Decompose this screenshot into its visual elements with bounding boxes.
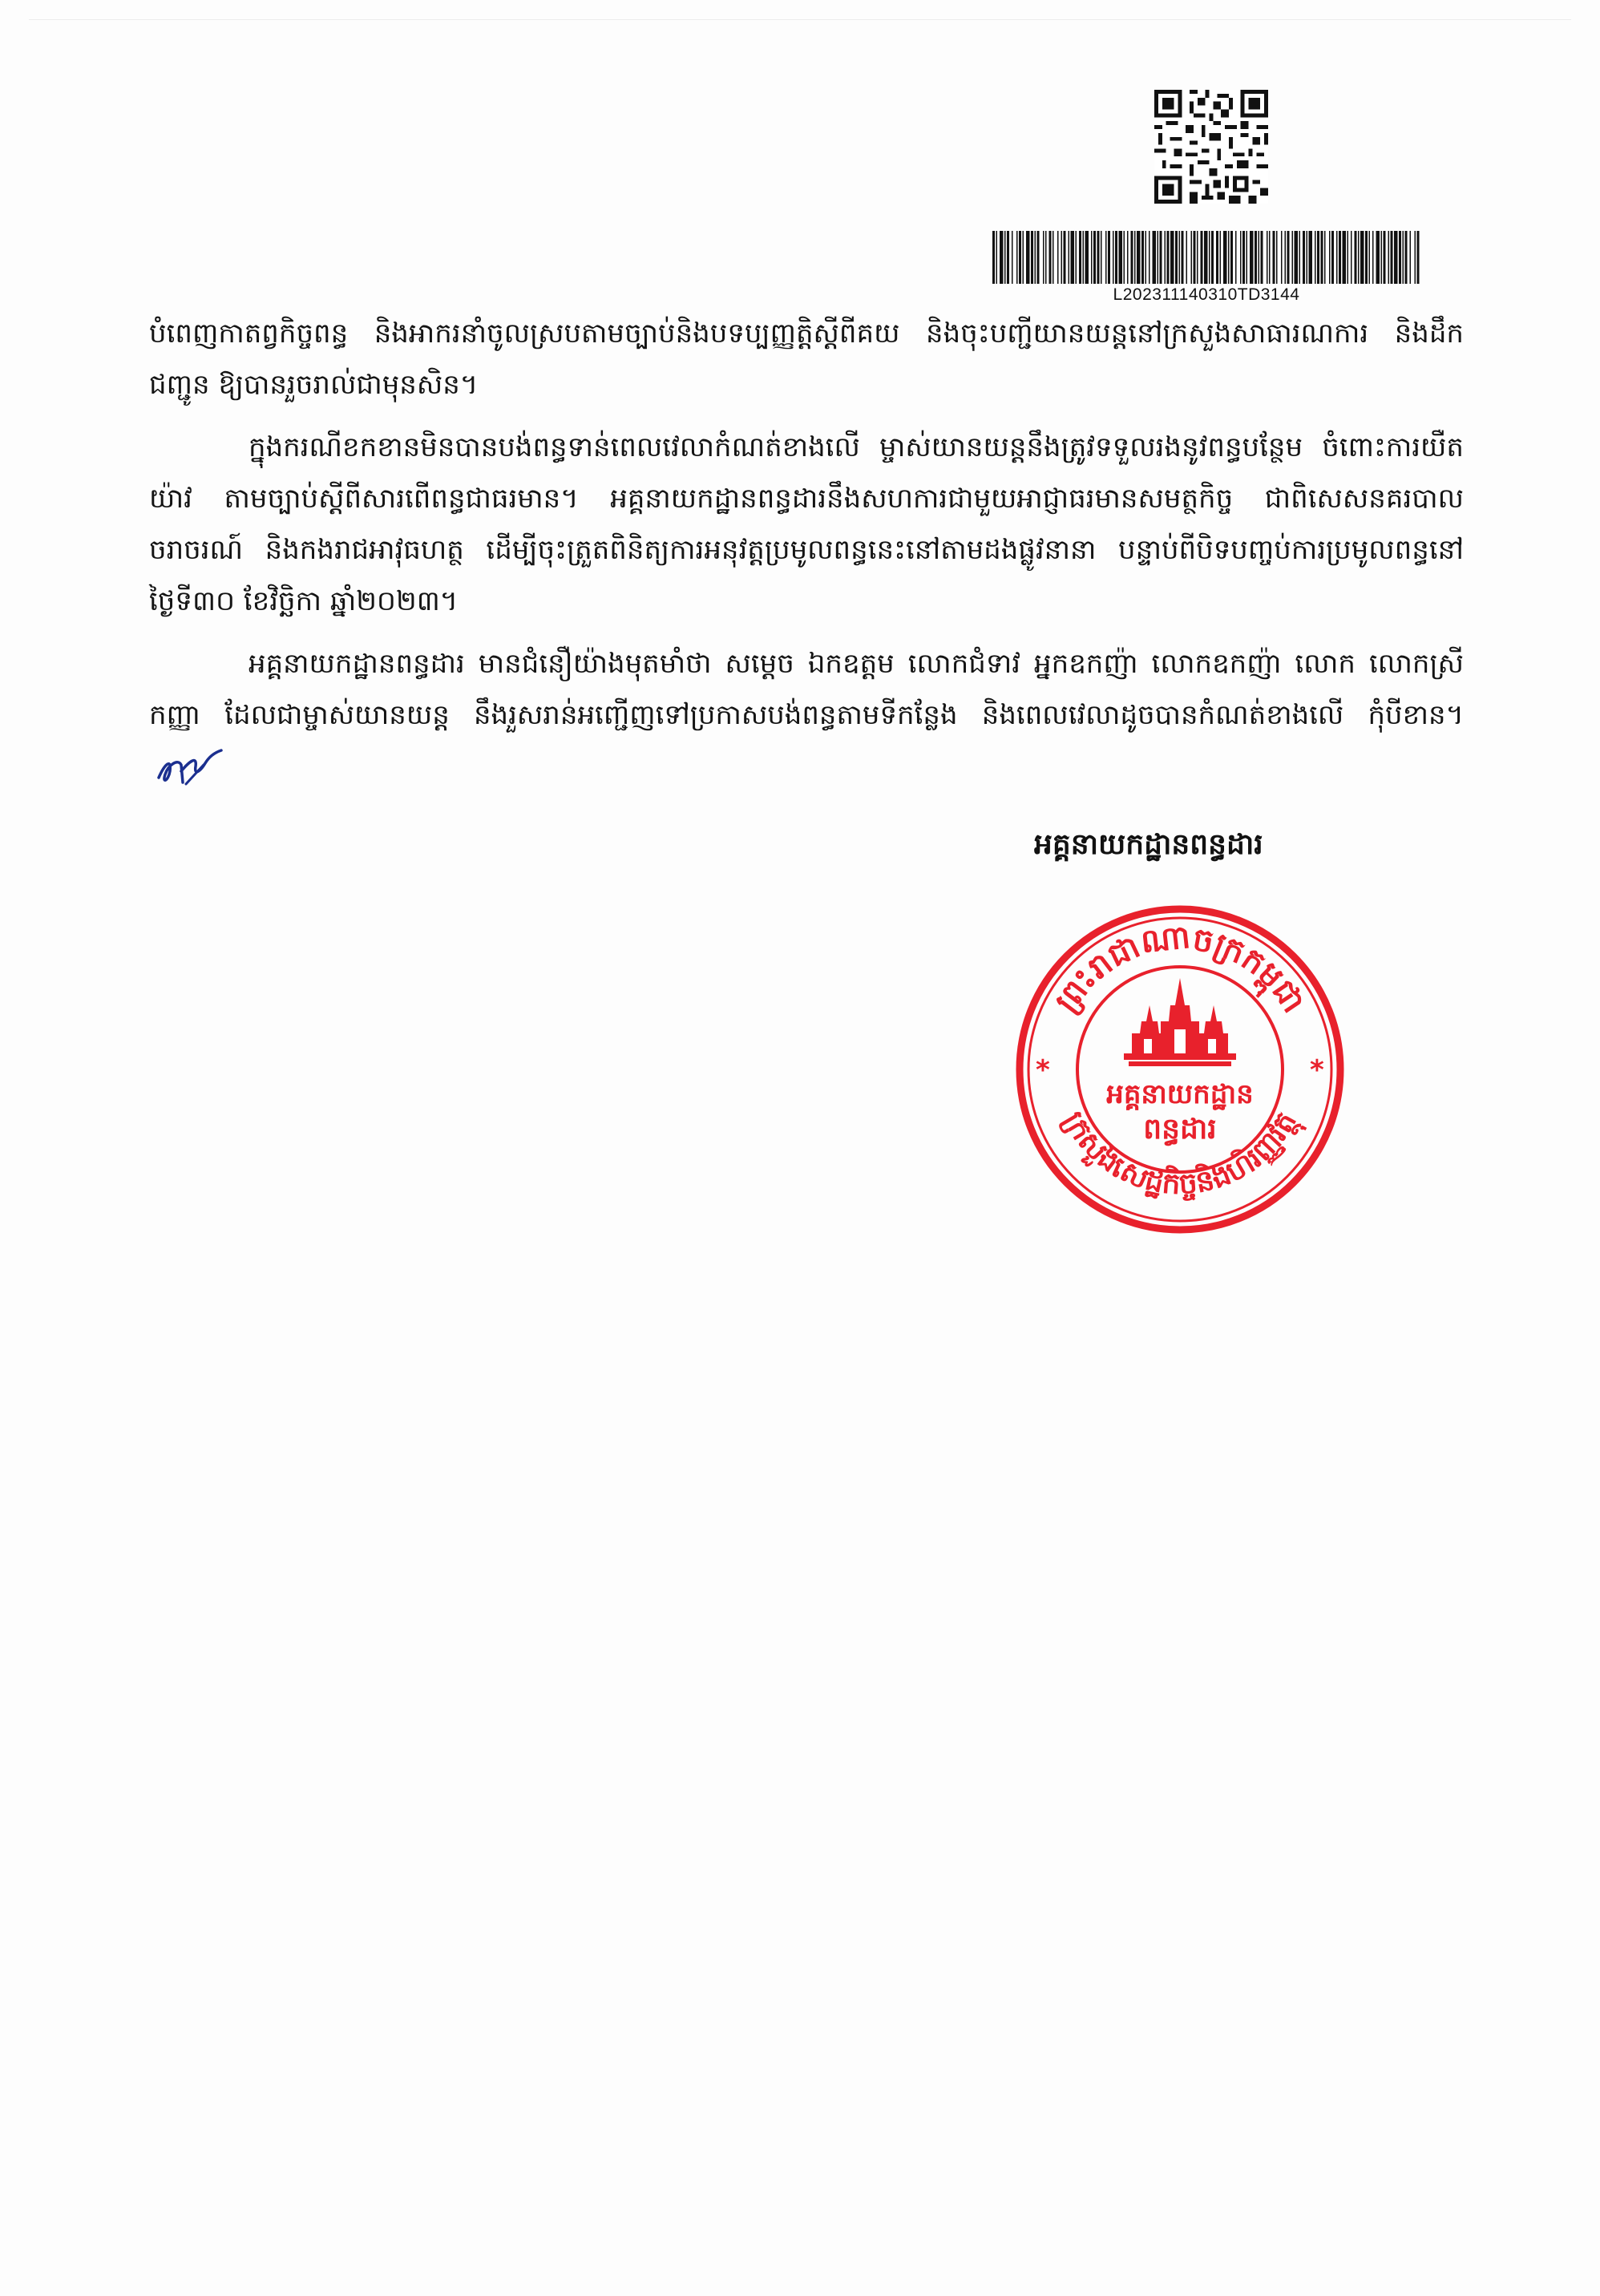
paragraph-closing — [149, 638, 1464, 792]
signer-title: អគ្គនាយកដ្ឋានពន្ធដារ — [1034, 828, 1263, 861]
paragraph-closing-text: អគ្គនាយកដ្ឋានពន្ធដារ មានជំនឿយ៉ាងមុតមាំថា សម្តេច ឯកឧត្តម លោកជំទាវ អ្នកឧកញ៉ា លោកឧកញ៉ា លោក លោកស្រី កញ្ញា ដែលជាម្ចាស់យានយន្ត នឹងរួសរាន់អញ្ជើញទៅប្រកាសបង់ពន្ធតាមទីកន្លែង និងពេលវេលាដូចបានកំណត់ខាងលើ កុំបីខាន។ — [149, 648, 1464, 731]
barcode-icon — [992, 231, 1420, 284]
seal-center-line2: ពន្ធដារ — [1143, 1113, 1217, 1146]
reference-code: L202311140310TD3144 — [1113, 285, 1300, 304]
seal-center-line1: អគ្គនាយកដ្ឋាន — [1106, 1078, 1254, 1110]
initial-signature — [154, 747, 226, 789]
seal-star-right: * — [1310, 1054, 1324, 1086]
paragraph-continuation: បំពេញកាតព្វកិច្ចពន្ធ និងអាករនាំចូលស្របតាមច្បាប់និងបទប្បញ្ញត្តិស្តីពីគយ និងចុះបញ្ជីយានយន្តនៅក្រសួងសាធារណការ និងដឹកជញ្ជូន ឱ្យបានរួចរាល់ជាមុនសិន។ — [149, 317, 1464, 401]
seal-star-left: * — [1036, 1054, 1050, 1086]
barcode — [992, 231, 1420, 305]
seal-outer-text-top: ព្រះរាជាណាចក្រកម្ពុជា — [1048, 918, 1312, 1020]
letter-body — [149, 308, 1464, 803]
paragraph-penalty: ក្នុងករណីខកខានមិនបានបង់ពន្ធទាន់ពេលវេលាកំណត់ខាងលើ ម្ចាស់យានយន្តនឹងត្រូវទទួលរងនូវពន្ធបន្ថែម ចំពោះការយឺតយ៉ាវ តាមច្បាប់ស្តីពីសារពើពន្ធជាធរមាន។ អគ្គនាយកដ្ឋានពន្ធដារនឹងសហការជាមួយអាជ្ញាធរមានសមត្ថកិច្ច ជាពិសេសនគរបាលចរាចរណ៍ និងកងរាជអាវុធហត្ថ ដើម្បីចុះត្រួតពិនិត្យការអនុវត្តប្រមូលពន្ធនេះនៅតាមដងផ្លូវនានា បន្ទាប់ពីបិទបញ្ចប់ការប្រមូលពន្ធនៅថ្ងៃទី៣០ ខែវិច្ឆិកា ឆ្នាំ២០២៣។ — [149, 431, 1464, 617]
official-seal — [1012, 901, 1348, 1238]
seal-outer-text-bottom: ក្រសួងសេដ្ឋកិច្ចនិងហិរញ្ញវត្ថុ — [1057, 1106, 1303, 1202]
qr-code-icon — [1154, 90, 1268, 204]
